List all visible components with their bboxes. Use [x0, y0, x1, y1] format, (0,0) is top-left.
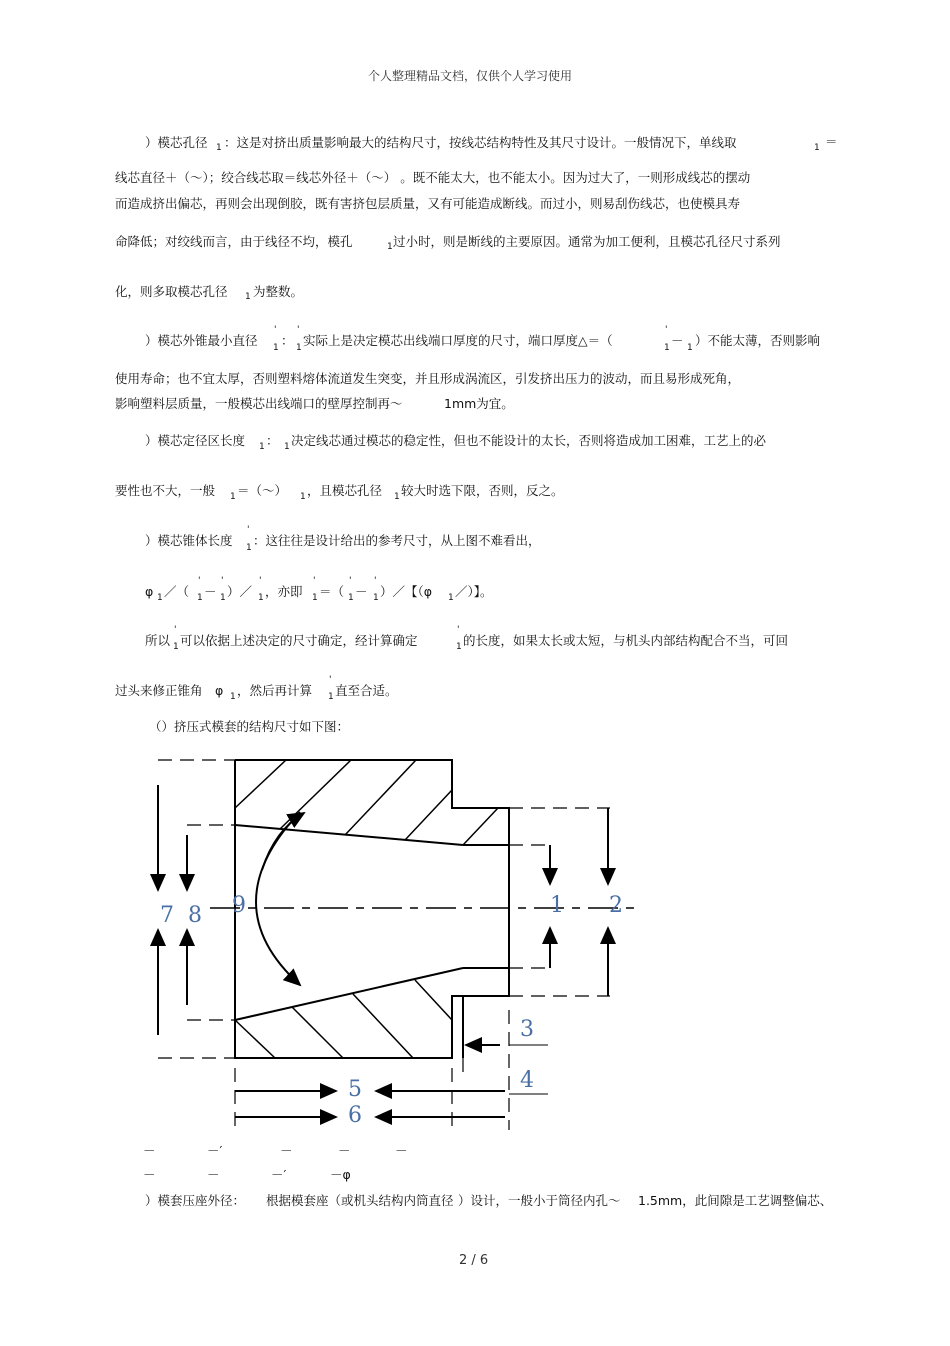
- figure-label-3: 3: [520, 1017, 534, 1042]
- p4-line1a: ）模芯锥体长度: [145, 533, 233, 548]
- tick: ': [665, 325, 668, 335]
- p4-line2b: ／（: [164, 584, 190, 599]
- dash-item: －: [143, 1143, 156, 1158]
- subscript: 1: [687, 343, 693, 353]
- subscript: 1: [300, 492, 306, 502]
- subscript: 1: [394, 492, 400, 502]
- subscript: 1: [258, 593, 264, 603]
- p7-a: ）模套压座外径：: [145, 1193, 246, 1208]
- figure-label-7: 7: [160, 903, 174, 928]
- p4-line2c: －: [204, 584, 217, 599]
- p1-line1a: ）模芯孔径: [145, 135, 208, 150]
- subscript: 1: [173, 642, 179, 652]
- subscript: 1: [230, 492, 236, 502]
- dash-item: －: [143, 1167, 156, 1182]
- subscript: 1: [328, 692, 334, 702]
- figure-label-8: 8: [188, 903, 202, 928]
- subscript: 1: [157, 593, 163, 603]
- dash-item: －: [207, 1167, 220, 1182]
- p3-line2a: 要性也不大，一般: [115, 483, 216, 498]
- p4-line2f: ＝（: [319, 584, 345, 599]
- p3-line1b: ：: [266, 433, 279, 448]
- p4-line2i: ／）】。: [455, 584, 493, 599]
- subscript: 1: [448, 593, 454, 603]
- p3-line1a: ）模芯定径区长度: [145, 433, 246, 448]
- page-header: 个人整理精品文档，仅供个人学习使用: [368, 69, 573, 83]
- p1-line4a: 命降低；对绞线而言，由于线径不均，模孔: [115, 234, 353, 249]
- p2-line3b: 1mm为宜。: [444, 396, 514, 411]
- subscript: 1: [387, 242, 393, 252]
- subscript: 1: [246, 543, 252, 553]
- p1-line2: 线芯直径＋（～）；绞合线芯取＝线芯外径＋（～） 。既不能太大，也不能太小。因为过大了，一则形成线芯的摆动: [115, 170, 751, 185]
- dash-item: －′: [271, 1167, 287, 1182]
- subscript: 1: [348, 593, 354, 603]
- p1-line1b: ：这是对挤出质量影响最大的结构尺寸，按线芯结构特性及其尺寸设计。一般情况下，单线取: [224, 135, 737, 150]
- p5-line1b: 可以依据上述决定的尺寸确定，经计算确定: [180, 633, 418, 648]
- subscript: 1: [230, 692, 236, 702]
- p4-line2e: ，亦即: [265, 584, 303, 599]
- p4-line2h: ）／【（φ: [380, 584, 432, 599]
- subscript: 1: [296, 343, 302, 353]
- p3-line1c: 决定线芯通过模芯的稳定性，但也不能设计的太长，否则将造成加工困难，工艺上的必: [291, 433, 767, 448]
- subscript: 1: [284, 442, 290, 452]
- subscript: 1: [373, 593, 379, 603]
- p1-line5b: 为整数。: [253, 284, 304, 299]
- p2-line3a: 影响塑料层质量，一般模芯出线端口的壁厚控制再～: [115, 396, 403, 411]
- tick: ': [297, 325, 300, 335]
- dash-item: －φ: [330, 1167, 351, 1182]
- p3-line2b: ＝（～）: [237, 483, 288, 498]
- subscript: 1: [664, 343, 670, 353]
- p5-line1a: 所以: [145, 633, 171, 648]
- subscript: 1: [216, 143, 222, 153]
- p1-line3: 而造成挤出偏芯，再则会出现倒胶，既有害挤包层质量，又有可能造成断线。而过小，则易刮伤线芯，也使模具寿: [115, 196, 741, 211]
- p2-line1d: －: [671, 333, 684, 348]
- dash-item: －: [395, 1143, 408, 1158]
- subscript: 1: [312, 593, 318, 603]
- tick: ': [274, 325, 277, 335]
- p2-line1c: 实际上是决定模芯出线端口厚度的尺寸，端口厚度△＝（: [303, 333, 613, 348]
- subscript: 1: [197, 593, 203, 603]
- subscript: 1: [245, 292, 251, 302]
- figure-label-1: 1: [550, 893, 564, 918]
- tick: ': [198, 576, 201, 586]
- subscript: 1: [273, 343, 279, 353]
- dash-item: －: [280, 1143, 293, 1158]
- p5-line2d: 直至合适。: [335, 683, 398, 698]
- p1-line5a: 化，则多取模芯孔径: [115, 284, 228, 299]
- page-number: 2 / 6: [459, 1253, 489, 1268]
- p4-line2g: －: [355, 584, 368, 599]
- dash-item: －′: [207, 1143, 223, 1158]
- tick: ': [313, 576, 316, 586]
- p7-b: 根据模套座（或机头结构内筒直径: [266, 1193, 454, 1208]
- figure-label-5: 5: [348, 1077, 362, 1102]
- p5-line1c: 的长度，如果太长或太短，与机头内部结构配合不当，可回: [463, 633, 789, 648]
- p4-line2d: ）／: [227, 584, 253, 599]
- tick: ': [457, 625, 460, 635]
- p4-line2a: φ: [145, 584, 154, 599]
- p5-line2c: ，然后再计算: [237, 683, 313, 698]
- p2-line1a: ）模芯外锥最小直径: [145, 333, 258, 348]
- figure-caption: （）挤压式模套的结构尺寸如下图：: [149, 719, 350, 734]
- dash-item: －: [338, 1143, 351, 1158]
- tick: ': [374, 576, 377, 586]
- tick: ': [174, 625, 177, 635]
- p7-c: ）设计，一般小于筒径内孔～: [458, 1193, 621, 1208]
- figure-label-9: 9: [232, 893, 246, 918]
- tick: ': [349, 576, 352, 586]
- figure-label-2: 2: [609, 893, 623, 918]
- tick: ': [221, 576, 224, 586]
- p1-line1c: ＝: [825, 134, 838, 149]
- p3-line2d: 较大时选下限，否则，反之。: [401, 483, 564, 498]
- subscript: 1: [456, 642, 462, 652]
- tick: ': [247, 525, 250, 535]
- figure-label-4: 4: [520, 1068, 534, 1093]
- subscript: 1: [259, 442, 265, 452]
- figure-label-6: 6: [348, 1103, 362, 1128]
- p2-line1b: ：: [281, 333, 294, 348]
- p2-line2: 使用寿命；也不宜太厚，否则塑料熔体流道发生突变，并且形成涡流区，引发挤出压力的波动，而且易形成死角，: [115, 371, 741, 386]
- p2-line1e: ）不能太薄，否则影响: [695, 333, 821, 348]
- p3-line2c: ，且模芯孔径: [307, 483, 383, 498]
- p7-d: 1.5mm，此间隙是工艺调整偏芯、: [638, 1193, 833, 1208]
- p5-line2b: φ: [215, 683, 224, 698]
- p5-line2a: 过头来修正锥角: [115, 683, 203, 698]
- tick: ': [259, 576, 262, 586]
- tick: ': [329, 675, 332, 685]
- subscript: 1: [814, 143, 820, 153]
- p1-line4b: 过小时，则是断线的主要原因。通常为加工便利，且模芯孔径尺寸系列: [393, 234, 781, 249]
- subscript: 1: [220, 593, 226, 603]
- p4-line1b: ：这往往是设计给出的参考尺寸，从上图不难看出，: [253, 533, 541, 548]
